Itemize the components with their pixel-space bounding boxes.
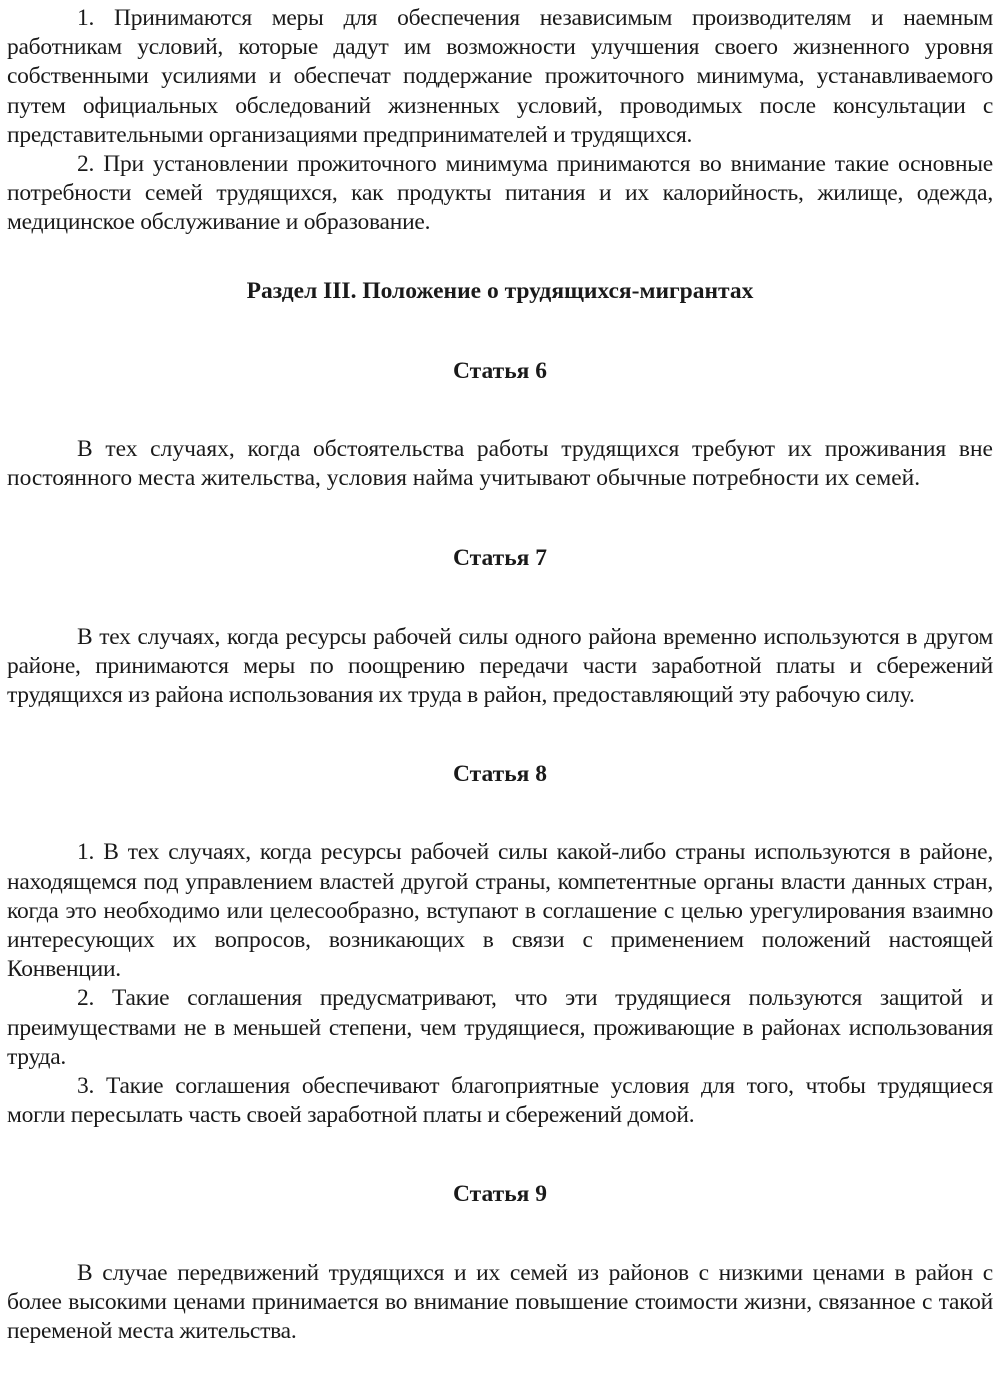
- article-8-paragraph-1: 1. В тех случаях, когда ресурсы рабочей силы какой-либо страны используются в районе, находящемся под управлением властей другой страны, компетентные органы власти данных стран, когда это необходимо или целесообразно, вступают в соглашение с целью урегулирования взаимно интересующих их вопросов, возникающих в связи с применением положений настоящей Конвенции.: [7, 839, 993, 983]
- article-7-paragraph-1: В тех случаях, когда ресурсы рабочей силы одного района временно используются в другом районе, принимаются меры по поощрению передачи части заработной платы и сбережений трудящихся из района использования их труда в район, предоставляющий эту рабочую силу.: [7, 623, 993, 709]
- intro-paragraph-2: 2. При установлении прожиточного минимума принимаются во внимание такие основные потребности семей трудящихся, как продукты питания и их калорийность, жилище, одежда, медицинское обслуживание и образование.: [7, 151, 993, 236]
- article-6-title: Статья 6: [453, 357, 547, 384]
- article-8-paragraph-2: 2. Такие соглашения предусматривают, что эти трудящиеся пользуются защитой и преимуществами не в меньшей степени, чем трудящиеся, проживающие в районах использования труда.: [7, 985, 993, 1070]
- intro-paragraph-1: 1. Принимаются меры для обеспечения независимым производителям и наемным работникам условий, которые дадут им возможности улучшения своего жизненного уровня собственными усилиями и обеспечат поддержание прожиточного минимума, устанавливаемого путем официальных обследований жизненных условий, проводимых после консультации с представительными организациями предпринимателей и трудящихся.: [7, 5, 993, 148]
- section-title: Раздел III. Положение о трудящихся-мигрантах: [246, 277, 754, 304]
- document-page: [7, 4, 993, 1346]
- article-8-paragraph-3: 3. Такие соглашения обеспечивают благоприятные условия для того, чтобы трудящиеся могли пересылать часть своей заработной платы и сбережений домой.: [7, 1073, 993, 1129]
- article-6-paragraph-1: В тех случаях, когда обстоятельства работы трудящихся требуют их проживания вне постоянного места жительства, условия найма учитывают обычные потребности их семей.: [7, 436, 993, 492]
- article-8-title: Статья 8: [453, 761, 547, 788]
- article-9-paragraph-1: В случае передвижений трудящихся и их семей из районов с низкими ценами в район с более высокими ценами принимается во внимание повышение стоимости жизни, связанное с такой переменой места жительства.: [7, 1259, 993, 1345]
- article-9-title: Статья 9: [453, 1181, 547, 1208]
- article-7-title: Статья 7: [453, 545, 547, 572]
